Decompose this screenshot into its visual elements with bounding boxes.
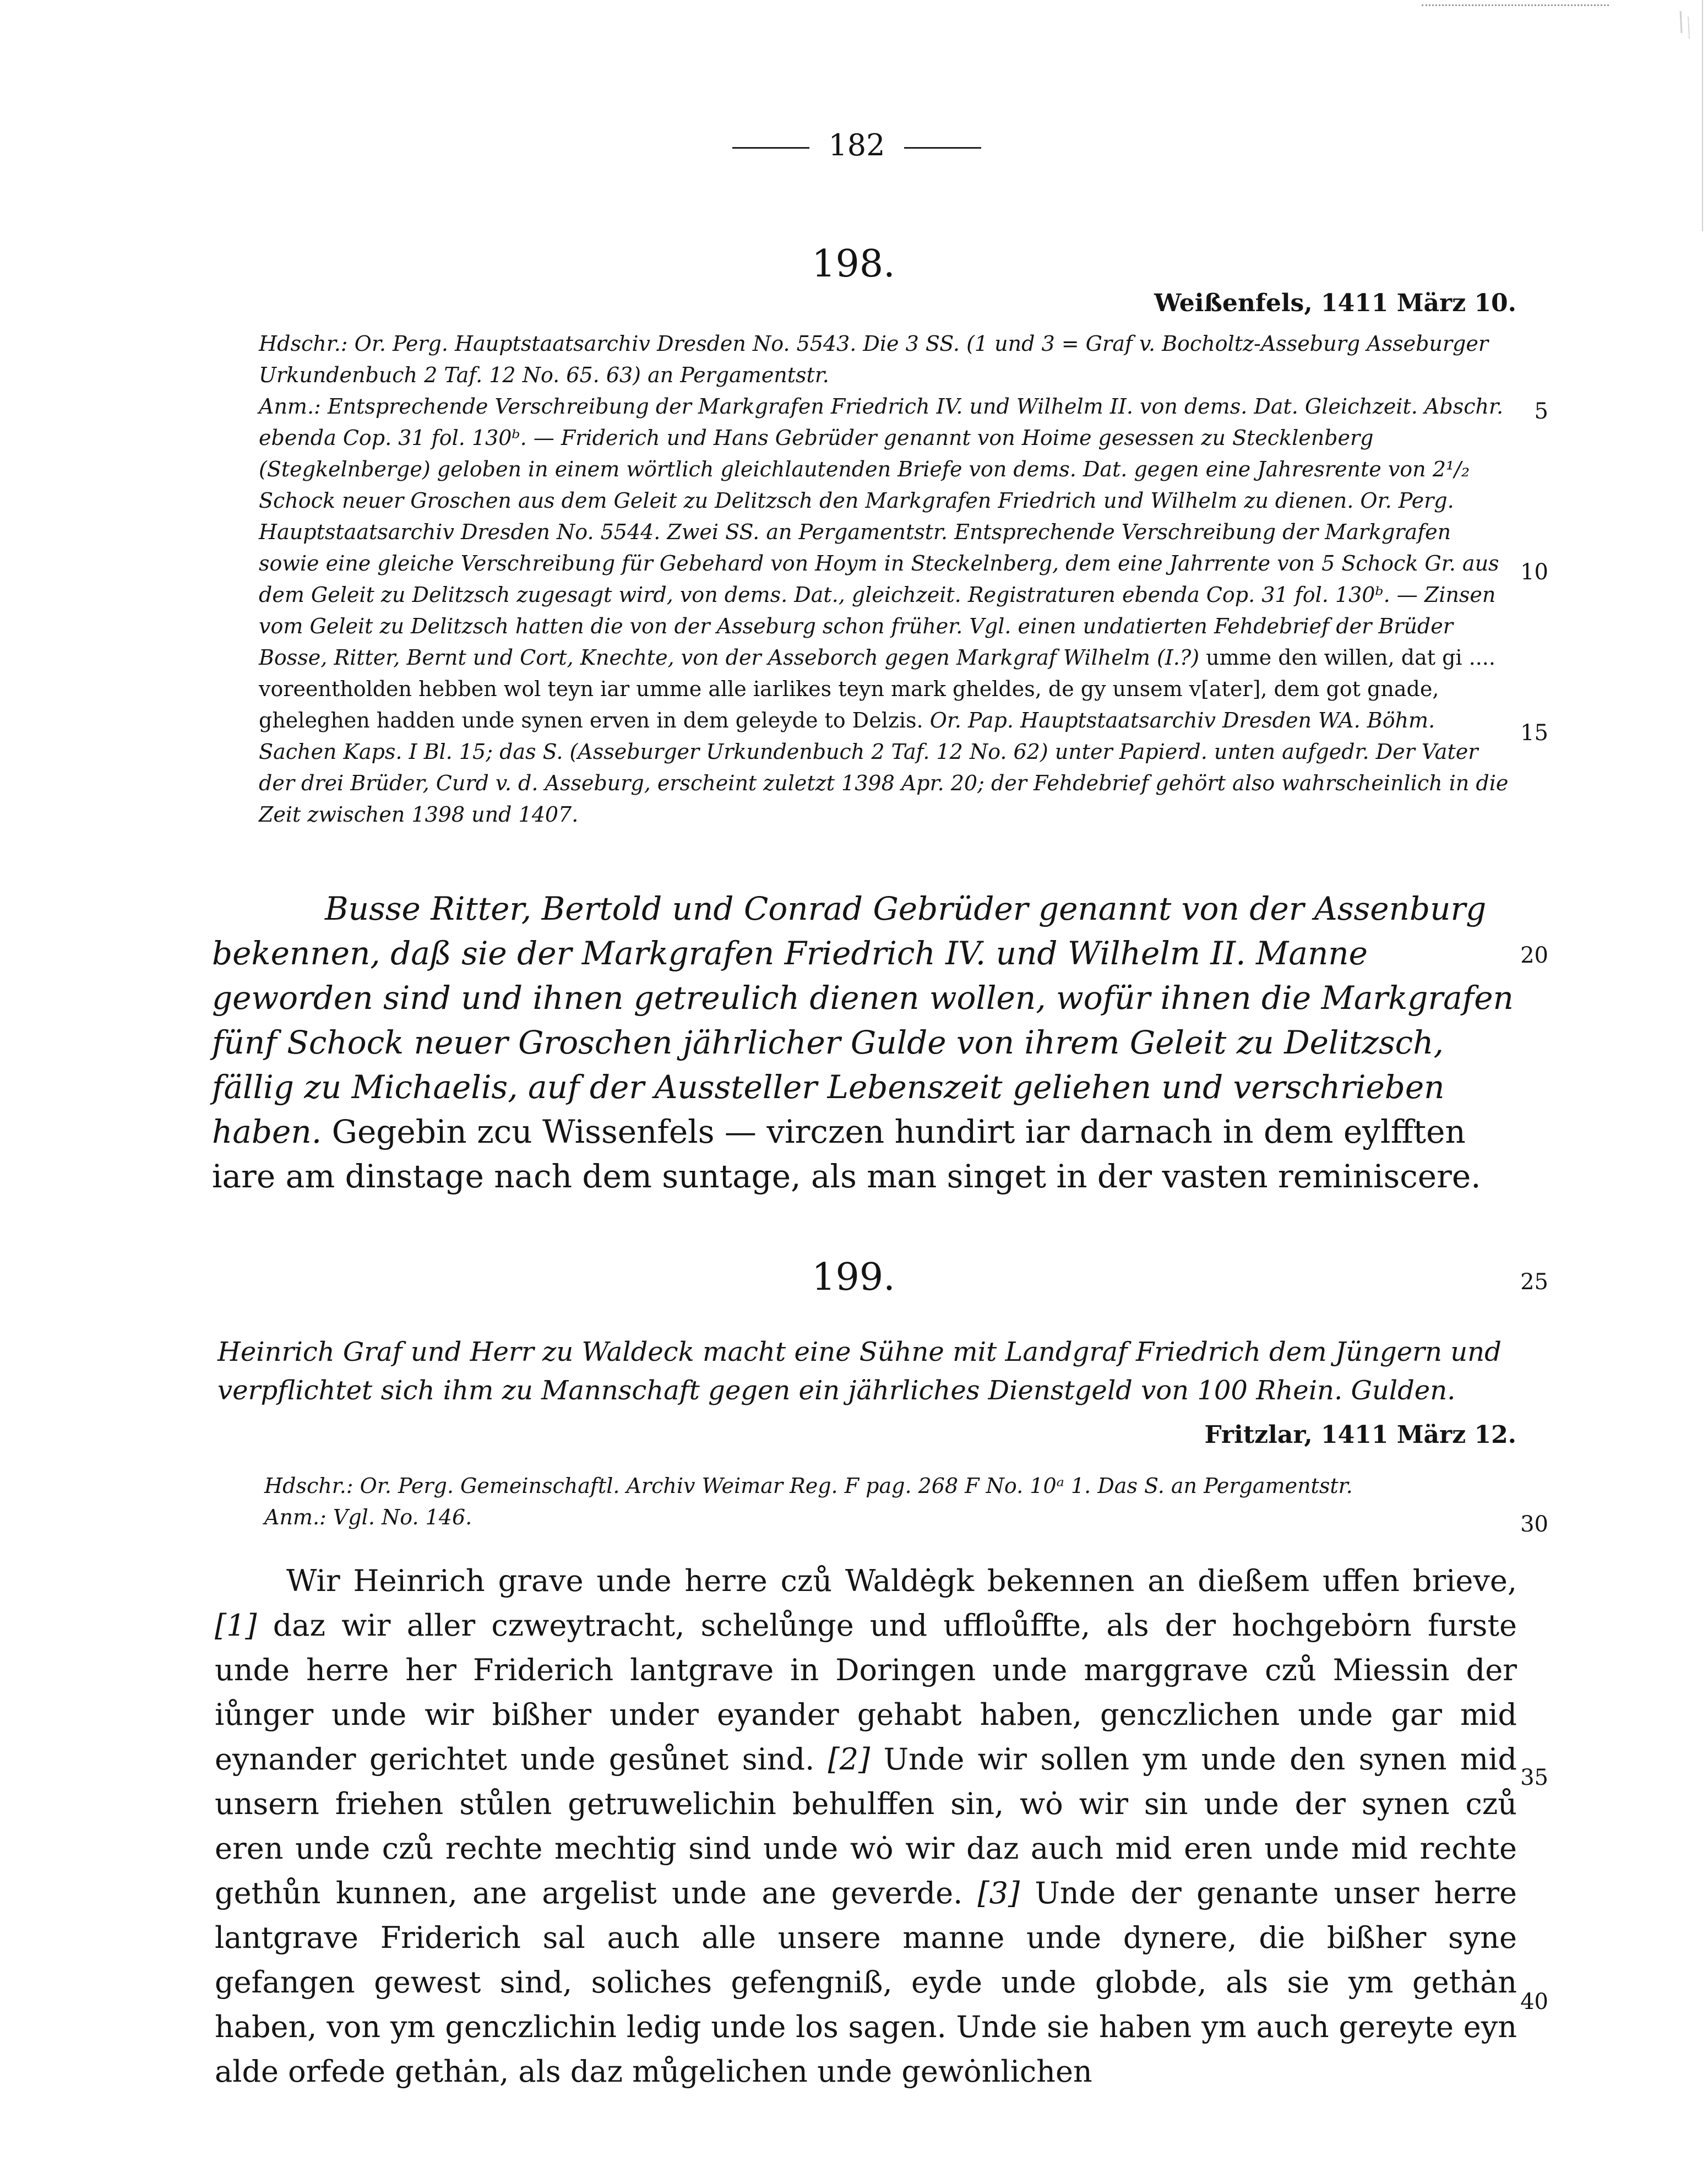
paragraph-marker-2: [2]	[828, 1742, 871, 1777]
document-199-remark-note: Anm.: Vgl. No. 146.	[264, 1505, 472, 1529]
page-number-dash-right	[904, 147, 981, 149]
paragraph-marker-3: [3]	[977, 1876, 1020, 1910]
line-number-30: 30	[1520, 1512, 1548, 1537]
page-number-text: 182	[828, 128, 885, 162]
document-199-text-part4: Unde der genante unser herre lantgrave Friderich sal auch alle unsere manne unde dynere, die bißher syne gefangen gewest sind, soliches gefengniß, eyde unde globde, als sie ym gethȧn haben, von ym genczlichin ledig unde los sagen. Unde sie haben ym auch gereyte eyn alde orfede gethȧn, als daz můgelichen unde gewȯnlichen	[215, 1876, 1517, 2089]
document-198-place-date: Weißenfels, 1411 März 10.	[1154, 289, 1516, 317]
document-199-place-date: Fritzlar, 1411 März 12.	[1204, 1421, 1516, 1449]
document-198-remark-italic: Anm.: Entsprechende Verschreibung der Markgrafen Friedrich IV. und Wilhelm II. von dems. Dat. Gleichzeit. Abschr. ebenda Cop. 31 fol. 130ᵇ. — Friderich und Hans Gebrüder genannt von Hoime gesessen zu Stecklenberg (Stegkelnberge) geloben in einem wörtlich gleichlautenden Briefe von dems. Dat. gegen eine Jahresrente von 2¹/₂ Schock neuer Groschen aus dem Geleit zu Delitzsch den Markgrafen Friedrich und Wilhelm zu dienen. Or. Perg. Hauptstaatsarchiv Dresden No. 5544. Zwei SS. an Pergamentstr. Entsprechende Verschreibung der Markgrafen sowie eine gleiche Verschreibung für Gebehard von Hoym in Steckelnberg, dem eine Jahrrente von 5 Schock Gr. aus dem Geleit zu Delitzsch zugesagt wird, von dems. Dat., gleichzeit. Registraturen ebenda Cop. 31 fol. 130ᵇ. — Zinsen vom Geleit zu Delitzsch hatten die von der Asseburg schon früher. Vgl. einen undatierten Fehdebrief der Brüder Bosse, Ritter, Bernt und Cort, Knechte, von der Asseborch gegen Markgraf Wilhelm (I.?)	[259, 394, 1504, 670]
document-199-text	[215, 1558, 1517, 2094]
document-198-manuscript-note: Hdschr.: Or. Perg. Hauptstaatsarchiv Dresden No. 5543. Die 3 SS. (1 und 3 = Graf v. Bocholtz-Asseburg Asseburger Urkundenbuch 2 Taf. 12 No. 65. 63) an Pergamentstr.	[259, 332, 1489, 387]
line-number-25: 25	[1520, 1269, 1548, 1295]
line-number-35: 35	[1520, 1765, 1548, 1790]
page-number	[714, 128, 1000, 162]
document-198-remark-tail: Or. Pap. Hauptstaatsarchiv Dresden WA. Böhm. Sachen Kaps. I Bl. 15; das S. (Asseburger Urkundenbuch 2 Taf. 12 No. 62) unter Papierd. unten aufgedr. Der Vater der drei Brüder, Curd v. d. Asseburg, erscheint zuletzt 1398 Apr. 20; der Fehdebrief gehört also wahrscheinlich in die Zeit zwischen 1398 und 1407.	[259, 708, 1509, 827]
document-199-number: 199.	[812, 1256, 895, 1299]
document-198-remark-note	[259, 391, 1517, 830]
document-199-text-part2: daz wir aller czweytracht, schelůnge und uffloůffte, als der hochgebȯrn furste unde herre her Friderich lantgrave in Doringen unde marggrave czů Miessin der iůnger unde wir bißher under eyander gehabt haben, genczlichen unde gar mid eynander gerichtet unde gesůnet sind.	[215, 1608, 1517, 1777]
document-198-regest	[212, 887, 1517, 1199]
document-199-text-part1: Wir Heinrich grave unde herre czů Waldėgk bekennen an dießem uffen brieve,	[286, 1563, 1517, 1598]
line-number-20: 20	[1520, 943, 1548, 968]
document-198-regest-text: Busse Ritter, Bertold und Conrad Gebrüder genannt von der Assenburg bekennen, daß sie der Markgrafen Friedrich IV. und Wilhelm II. Manne geworden sind und ihnen getreulich dienen wollen, wofür ihnen die Markgrafen fünf Schock neuer Groschen jährlicher Gulde von ihrem Geleit zu Delitzsch, fällig zu Michaelis, auf der Aussteller Lebenszeit geliehen und verschrieben haben.	[212, 890, 1514, 1150]
document-198-apparatus	[259, 328, 1517, 830]
document-199-regest: Heinrich Graf und Herr zu Waldeck macht eine Sühne mit Landgraf Friedrich dem Jüngern und verpflichtet sich ihm zu Mannschaft gegen ein jährliches Dienstgeld von 100 Rhein. Gulden.	[217, 1337, 1502, 1406]
line-number-15: 15	[1520, 720, 1548, 746]
paragraph-marker-1: [1]	[215, 1608, 257, 1643]
page-number-dash-left	[732, 147, 809, 149]
scan-edge-marks	[1620, 0, 1708, 231]
document-198-number: 198.	[812, 242, 895, 286]
document-198-remark-quote: umme den willen, dat gi .... voreentholden hebben wol teyn iar umme alle iarlikes teyn mark gheldes, de gy unsem v[ater], dem got gnade, gheleghen hadden unde synen erven in dem geleyde to Delzis.	[259, 645, 1495, 732]
document-199-apparatus	[264, 1470, 1522, 1533]
document-199-manuscript-note: Hdschr.: Or. Perg. Gemeinschaftl. Archiv Weimar Reg. F pag. 268 F No. 10ᵃ 1. Das S. an Pergamentstr.	[264, 1474, 1353, 1498]
line-number-10: 10	[1520, 560, 1548, 585]
top-edge-rule	[1422, 4, 1609, 6]
line-number-5: 5	[1534, 399, 1548, 424]
line-number-40: 40	[1520, 1989, 1548, 2014]
document-198-dating-clause: Gegebin zcu Wissenfels — virczen hundirt iar darnach in dem eylfften iare am dinstage nach dem suntage, als man singet in der vasten reminiscere.	[212, 1113, 1481, 1195]
document-199-text-part3: Unde wir sollen ym unde den synen mid unsern friehen stůlen getruwelichin behulffen sin, wȯ wir sin unde der synen czů eren unde czů rechte mechtig sind unde wȯ wir daz auch mid eren unde mid rechte gethůn kunnen, ane argelist unde ane geverde.	[215, 1742, 1517, 1910]
